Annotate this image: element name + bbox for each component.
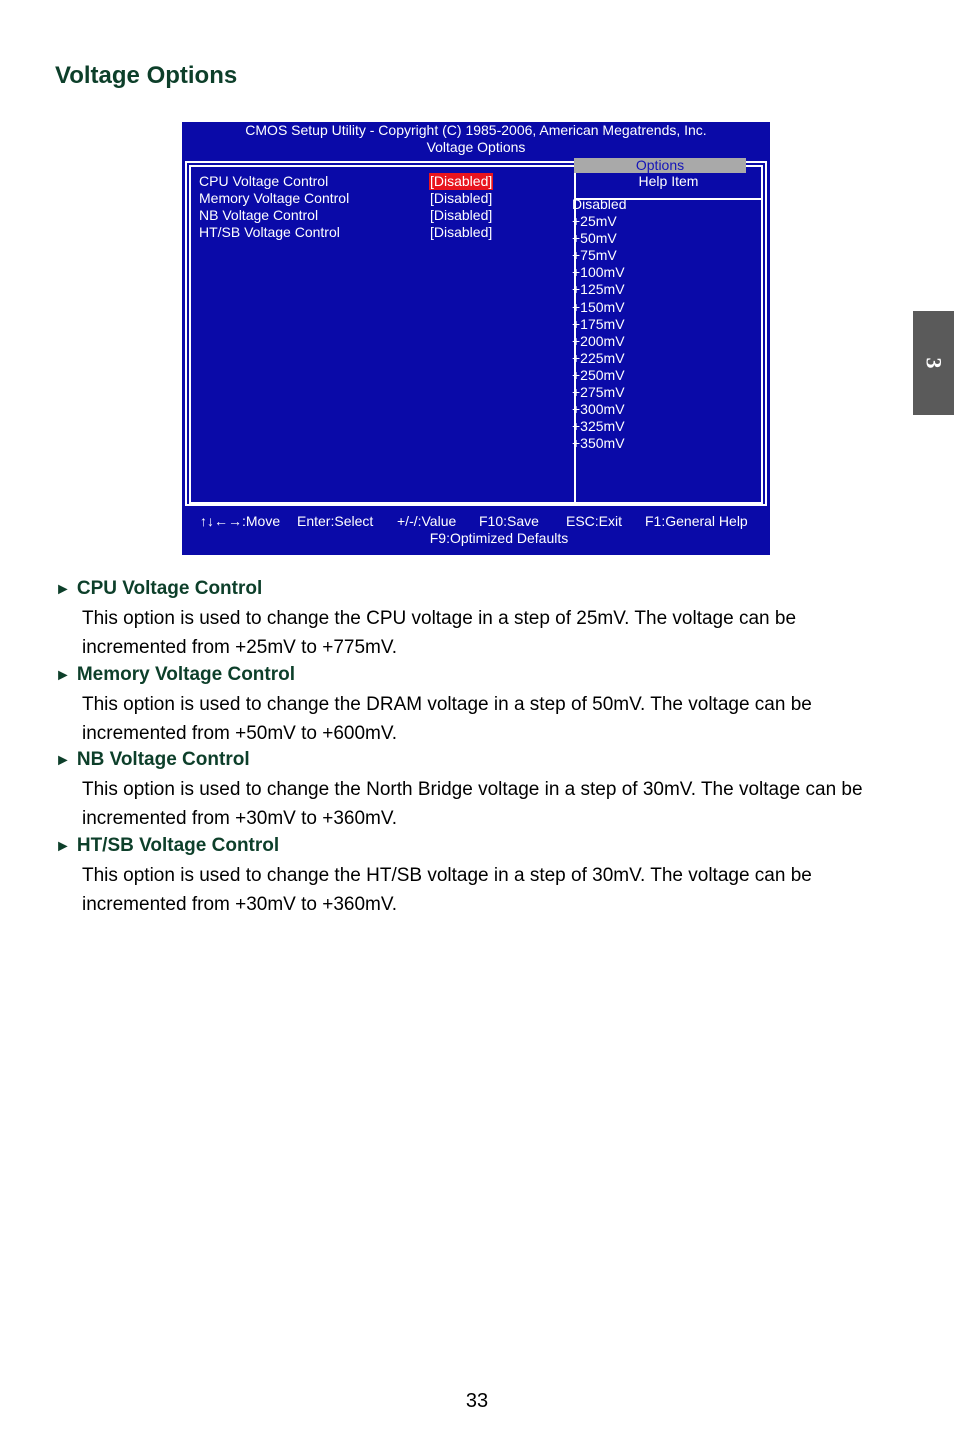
setting-memory-voltage[interactable] (199, 190, 569, 207)
option-item[interactable]: +325mV (572, 418, 625, 435)
setting-htsb-voltage[interactable] (199, 224, 569, 241)
section-line: This option is used to change the HT/SB voltage in a step of 30mV. The voltage can be (82, 864, 812, 886)
triangle-right-icon: ► (55, 752, 71, 769)
option-item[interactable]: +225mV (572, 349, 625, 366)
section-line: This option is used to change the North Bridge voltage in a step of 30mV. The voltage can be (82, 779, 863, 800)
footer-save-hint: F10:Save (479, 513, 539, 529)
footer-help-hint: F1:General Help (645, 513, 748, 529)
option-item[interactable]: +150mV (572, 298, 625, 315)
bios-inner-frame (189, 165, 763, 504)
bios-header (182, 122, 770, 156)
page-title: Voltage Options (55, 62, 238, 89)
option-item[interactable]: +200mV (572, 332, 625, 349)
section-heading (55, 577, 915, 601)
options-list (572, 196, 626, 452)
section-heading-text: Memory Voltage Control (76, 663, 296, 685)
option-item[interactable]: +25mV (572, 213, 617, 230)
option-item[interactable]: +50mV (572, 230, 617, 247)
setting-label: CPU Voltage Control (199, 173, 329, 189)
section-heading (55, 748, 915, 772)
setting-cpu-voltage[interactable] (199, 173, 569, 190)
section-htsb-voltage (55, 834, 915, 920)
setting-value[interactable]: [Disabled] (430, 207, 493, 223)
option-descriptions (55, 577, 915, 919)
footer-exit-hint: ESC:Exit (566, 513, 623, 529)
footer-defaults-hint: F9:Optimized Defaults (429, 530, 569, 546)
section-heading-text: NB Voltage Control (76, 749, 250, 770)
bios-footer (182, 513, 770, 547)
bios-screen (182, 122, 770, 555)
section-nb-voltage (55, 748, 915, 834)
chapter-number: 3 (921, 357, 947, 369)
section-line: incremented from +50mV to +600mV. (82, 722, 398, 744)
settings-list (199, 173, 569, 241)
option-item[interactable]: +100mV (572, 264, 625, 281)
section-body (82, 604, 915, 662)
section-line: incremented from +30mV to +360mV. (82, 893, 398, 915)
section-heading (55, 663, 915, 687)
bios-frame (185, 161, 767, 506)
option-item[interactable]: +350mV (572, 435, 625, 452)
setting-label: Memory Voltage Control (199, 190, 350, 206)
triangle-right-icon: ► (55, 581, 71, 598)
footer-value-hint: +/-/:Value (397, 513, 457, 529)
footer-move-hint: ↑↓←→:Move (200, 513, 281, 529)
help-item-title: Help Item (638, 173, 699, 189)
setting-label: NB Voltage Control (199, 207, 319, 223)
section-memory-voltage (55, 663, 915, 749)
setting-nb-voltage[interactable] (199, 207, 569, 224)
section-line: This option is used to change the DRAM voltage in a step of 50mV. The voltage can be (82, 693, 812, 715)
section-line: This option is used to change the CPU voltage in a step of 25mV. The voltage can be (82, 608, 797, 629)
setting-label: HT/SB Voltage Control (199, 224, 340, 240)
triangle-right-icon: ► (55, 666, 71, 684)
page-number: 33 (465, 1390, 489, 1412)
option-item[interactable]: +75mV (572, 247, 617, 264)
section-heading-text: HT/SB Voltage Control (76, 834, 280, 856)
section-cpu-voltage (55, 577, 915, 663)
bios-copyright: CMOS Setup Utility - Copyright (C) 1985-2006, American Megatrends, Inc. (245, 122, 707, 138)
chapter-tab (913, 311, 954, 415)
option-item[interactable]: Disabled (572, 196, 627, 212)
option-item[interactable]: +275mV (572, 384, 625, 401)
section-line: incremented from +30mV to +360mV. (82, 808, 398, 829)
triangle-right-icon: ► (55, 837, 71, 855)
option-item[interactable]: +175mV (572, 315, 625, 332)
setting-value[interactable]: [Disabled] (430, 224, 493, 240)
setting-value-selected[interactable]: [Disabled] (430, 173, 493, 189)
section-body (82, 861, 915, 919)
section-heading-text: CPU Voltage Control (76, 578, 263, 599)
footer-select-hint: Enter:Select (297, 513, 374, 529)
options-bar: Options (574, 158, 746, 173)
option-item[interactable]: +300mV (572, 401, 625, 418)
section-body (82, 690, 915, 748)
section-heading (55, 834, 915, 858)
section-line: incremented from +25mV to +775mV. (82, 637, 398, 658)
setting-value[interactable]: [Disabled] (430, 190, 493, 206)
option-item[interactable]: +250mV (572, 366, 625, 383)
section-body (82, 775, 915, 833)
option-item[interactable]: +125mV (572, 281, 625, 298)
bios-screen-title: Voltage Options (426, 139, 526, 155)
